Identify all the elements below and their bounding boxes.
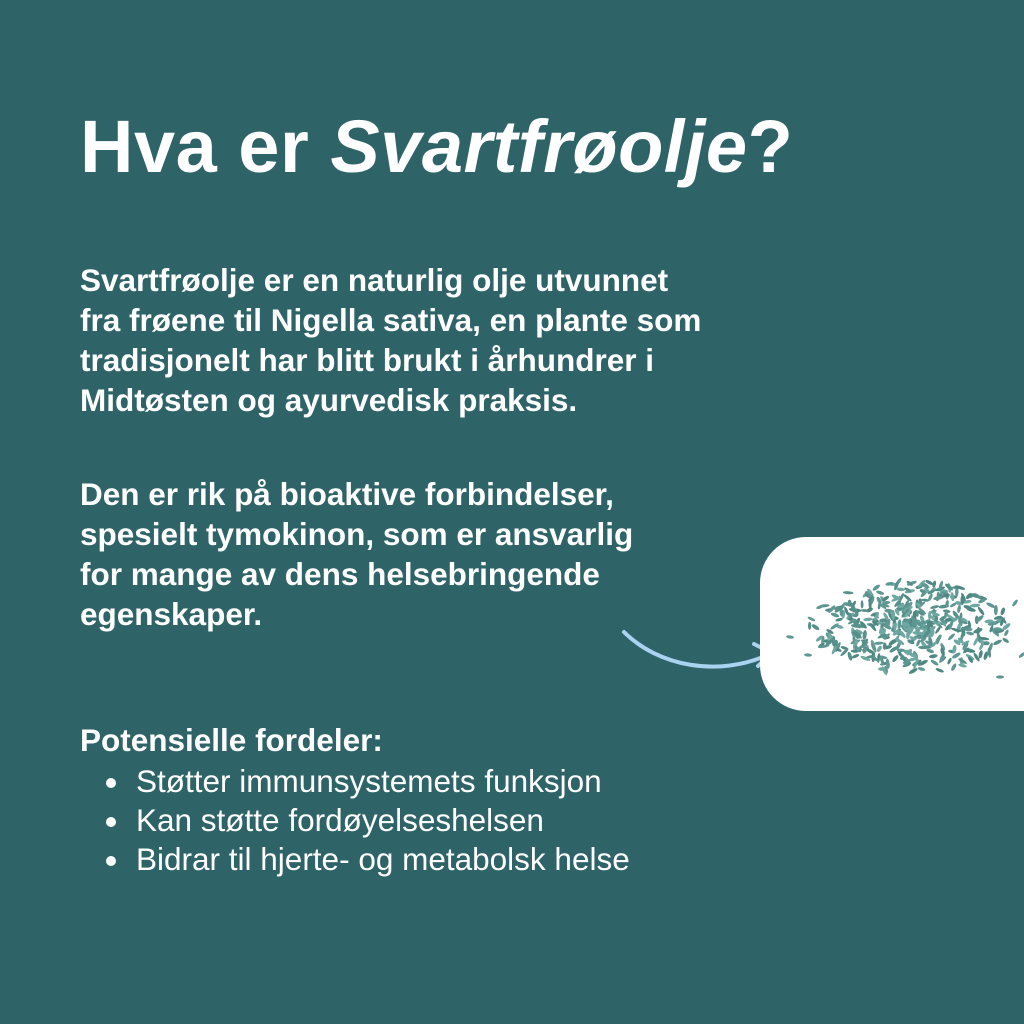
seed [950, 592, 955, 602]
seed [862, 630, 867, 640]
seed [863, 617, 872, 621]
seed [835, 617, 843, 622]
benefit-item [80, 762, 630, 801]
seed [926, 648, 935, 654]
intro-line: fra frøene til Nigella sativa, en plante som [80, 302, 702, 338]
seed [872, 583, 881, 591]
seed [808, 622, 811, 630]
bullet-icon [106, 817, 116, 827]
seed [807, 616, 816, 622]
detail-line: Den er rik på bioaktive forbindelser, [80, 476, 614, 512]
seed [930, 659, 939, 667]
seed [861, 600, 864, 608]
seed [804, 653, 812, 657]
seed [786, 635, 794, 639]
seed [843, 591, 854, 595]
benefits-heading: Potensielle fordeler: [80, 722, 383, 758]
seed [977, 606, 985, 616]
seed [966, 631, 975, 636]
seed [978, 650, 983, 659]
benefit-text: Bidrar til hjerte- og metabolsk helse [136, 841, 630, 877]
benefit-text: Støtter immunsystemets funksjon [136, 763, 602, 799]
intro-paragraph [80, 260, 880, 420]
benefit-item [80, 840, 630, 879]
seed [915, 639, 921, 647]
benefits-list [80, 762, 630, 879]
seed [876, 590, 885, 596]
intro-line: Svartfrøolje er en naturlig olje utvunnet [80, 262, 669, 298]
intro-line: tradisjonelt har blitt brukt i århundrer i [80, 342, 655, 378]
detail-line: for mange av dens helsebringende [80, 556, 600, 592]
seeds-image-card [760, 537, 1024, 711]
intro-line: Midtøsten og ayurvedisk praksis. [80, 382, 578, 418]
seed [996, 675, 1004, 678]
bullet-icon [106, 778, 116, 788]
seed [928, 611, 931, 620]
seed [992, 639, 1002, 646]
detail-line: egenskaper. [80, 596, 263, 632]
seed [917, 666, 925, 671]
seed [1011, 599, 1018, 607]
benefit-item [80, 801, 630, 840]
seed [1018, 651, 1024, 659]
title-end: ? [747, 105, 794, 188]
seed [891, 654, 899, 663]
seed [830, 612, 840, 618]
title-italic: Svartfrøolje [330, 105, 748, 188]
seed [947, 657, 953, 665]
seed [897, 619, 902, 629]
seed [851, 653, 860, 659]
bullet-icon [106, 856, 116, 866]
benefit-text: Kan støtte fordøyelseshelsen [136, 802, 544, 838]
page-title [80, 104, 793, 189]
seed [1000, 607, 1006, 616]
detail-line: spesielt tymokinon, som er ansvarlig [80, 516, 634, 552]
seed [908, 667, 918, 675]
seed [847, 651, 853, 661]
seed [876, 645, 883, 653]
seed [929, 654, 938, 659]
seed [1002, 637, 1010, 644]
seed [957, 605, 962, 614]
seed [930, 605, 940, 610]
seed [950, 663, 957, 672]
seed [1003, 629, 1009, 637]
seed [986, 601, 997, 609]
title-plain: Hva er [80, 105, 331, 188]
seed [935, 667, 944, 673]
black-seeds-image [760, 537, 1024, 711]
